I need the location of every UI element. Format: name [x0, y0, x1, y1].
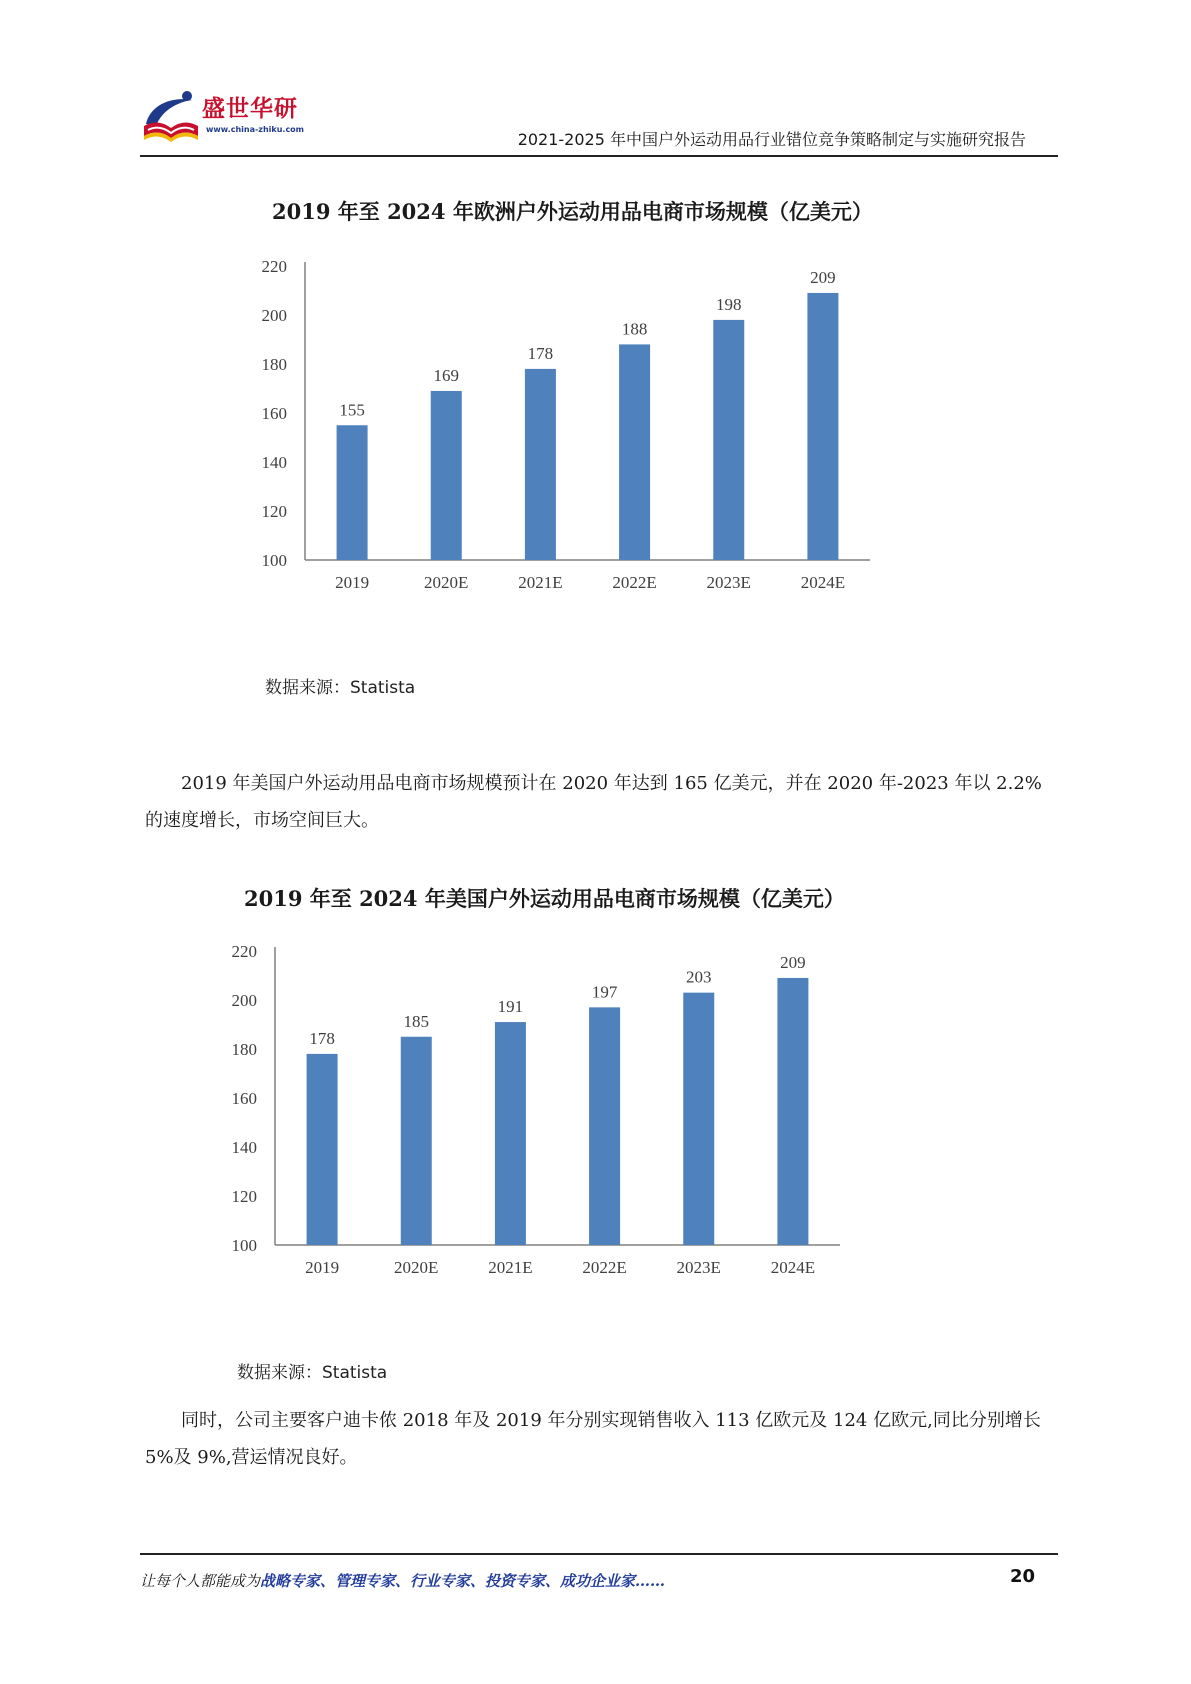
- x-tick-label: 2023E: [676, 1258, 721, 1277]
- bar: [307, 1054, 338, 1245]
- data-label: 209: [810, 267, 836, 287]
- y-tick-label: 180: [231, 1040, 257, 1059]
- footer-slogan-highlight: 战略专家、管理专家、行业专家、投资专家、成功企业家……: [260, 1572, 666, 1590]
- report-title: 2021-2025 年中国户外运动用品行业错位竞争策略制定与实施研究报告: [517, 130, 1026, 149]
- book-logo-icon: [140, 86, 202, 144]
- bar: [589, 1007, 620, 1245]
- y-tick-label: 160: [231, 1089, 257, 1108]
- x-tick-label: 2022E: [612, 573, 657, 592]
- y-tick-label: 180: [261, 355, 287, 374]
- bar: [777, 978, 808, 1245]
- chart-source-us: 数据来源：Statista: [237, 1363, 388, 1383]
- y-tick-label: 100: [231, 1236, 257, 1255]
- data-label: 169: [433, 365, 459, 385]
- bar: [337, 425, 368, 560]
- logo-name: 盛世华研: [202, 96, 298, 122]
- chart-title-us: 2019 年至 2024 年美国户外运动用品电商市场规模（亿美元）: [244, 886, 845, 911]
- data-label: 155: [339, 400, 365, 420]
- y-tick-label: 220: [261, 257, 287, 276]
- footer-divider: [140, 1553, 1058, 1555]
- bar: [431, 391, 462, 560]
- x-tick-label: 2020E: [394, 1258, 439, 1277]
- europe-bar-chart: [230, 250, 950, 650]
- x-tick-label: 2024E: [800, 573, 846, 592]
- x-tick-label: 2021E: [488, 1258, 533, 1277]
- bar: [807, 293, 838, 560]
- y-tick-label: 100: [261, 551, 287, 570]
- data-label: 178: [309, 1028, 335, 1048]
- bar: [713, 320, 744, 560]
- x-tick-label: 2023E: [706, 573, 751, 592]
- data-label: 188: [621, 319, 648, 339]
- us-bar-chart: [200, 935, 920, 1335]
- y-tick-label: 200: [231, 991, 257, 1010]
- logo-url: www.china-zhiku.com: [206, 125, 305, 134]
- page-number: 20: [1010, 1566, 1036, 1587]
- x-tick-label: 2021E: [518, 573, 563, 592]
- company-logo: [140, 82, 310, 148]
- data-label: 198: [716, 294, 742, 314]
- x-tick-label: 2020E: [424, 573, 469, 592]
- y-tick-label: 200: [261, 306, 287, 325]
- y-tick-label: 140: [231, 1138, 257, 1157]
- data-label: 203: [686, 967, 712, 987]
- header-divider: [140, 155, 1058, 157]
- paragraph-us-market: 2019 年美国户外运动用品电商市场规模预计在 2020 年达到 165 亿美元，并在 2020 年-2023 年以 2.2%的速度增长，市场空间巨大。: [145, 773, 1042, 831]
- footer-slogan: [140, 1570, 665, 1591]
- x-tick-label: 2019: [305, 1258, 340, 1277]
- x-tick-label: 2022E: [582, 1258, 627, 1277]
- y-tick-label: 140: [261, 453, 287, 472]
- y-tick-label: 120: [231, 1187, 257, 1206]
- footer-slogan-prefix: 让每个人都能成为: [140, 1572, 261, 1590]
- paragraph-decathlon: 同时，公司主要客户迪卡侬 2018 年及 2019 年分别实现销售收入 113 亿欧元及 124 亿欧元,同比分别增长 5%及 9%,营运情况良好。: [145, 1410, 1041, 1468]
- data-label: 185: [403, 1011, 429, 1031]
- chart-title-europe: 2019 年至 2024 年欧洲户外运动用品电商市场规模（亿美元）: [272, 199, 873, 224]
- y-tick-label: 220: [231, 942, 257, 961]
- data-label: 197: [591, 982, 618, 1002]
- x-tick-label: 2024E: [770, 1258, 816, 1277]
- y-tick-label: 120: [261, 502, 287, 521]
- bar: [525, 369, 556, 560]
- data-label: 191: [497, 997, 524, 1017]
- x-tick-label: 2019: [335, 573, 370, 592]
- bar: [401, 1037, 432, 1245]
- bar: [619, 344, 650, 560]
- bar: [495, 1022, 526, 1245]
- data-label: 178: [527, 343, 554, 363]
- bar: [683, 993, 714, 1245]
- y-tick-label: 160: [261, 404, 287, 423]
- data-label: 209: [780, 952, 806, 972]
- chart-source-europe: 数据来源：Statista: [265, 678, 416, 698]
